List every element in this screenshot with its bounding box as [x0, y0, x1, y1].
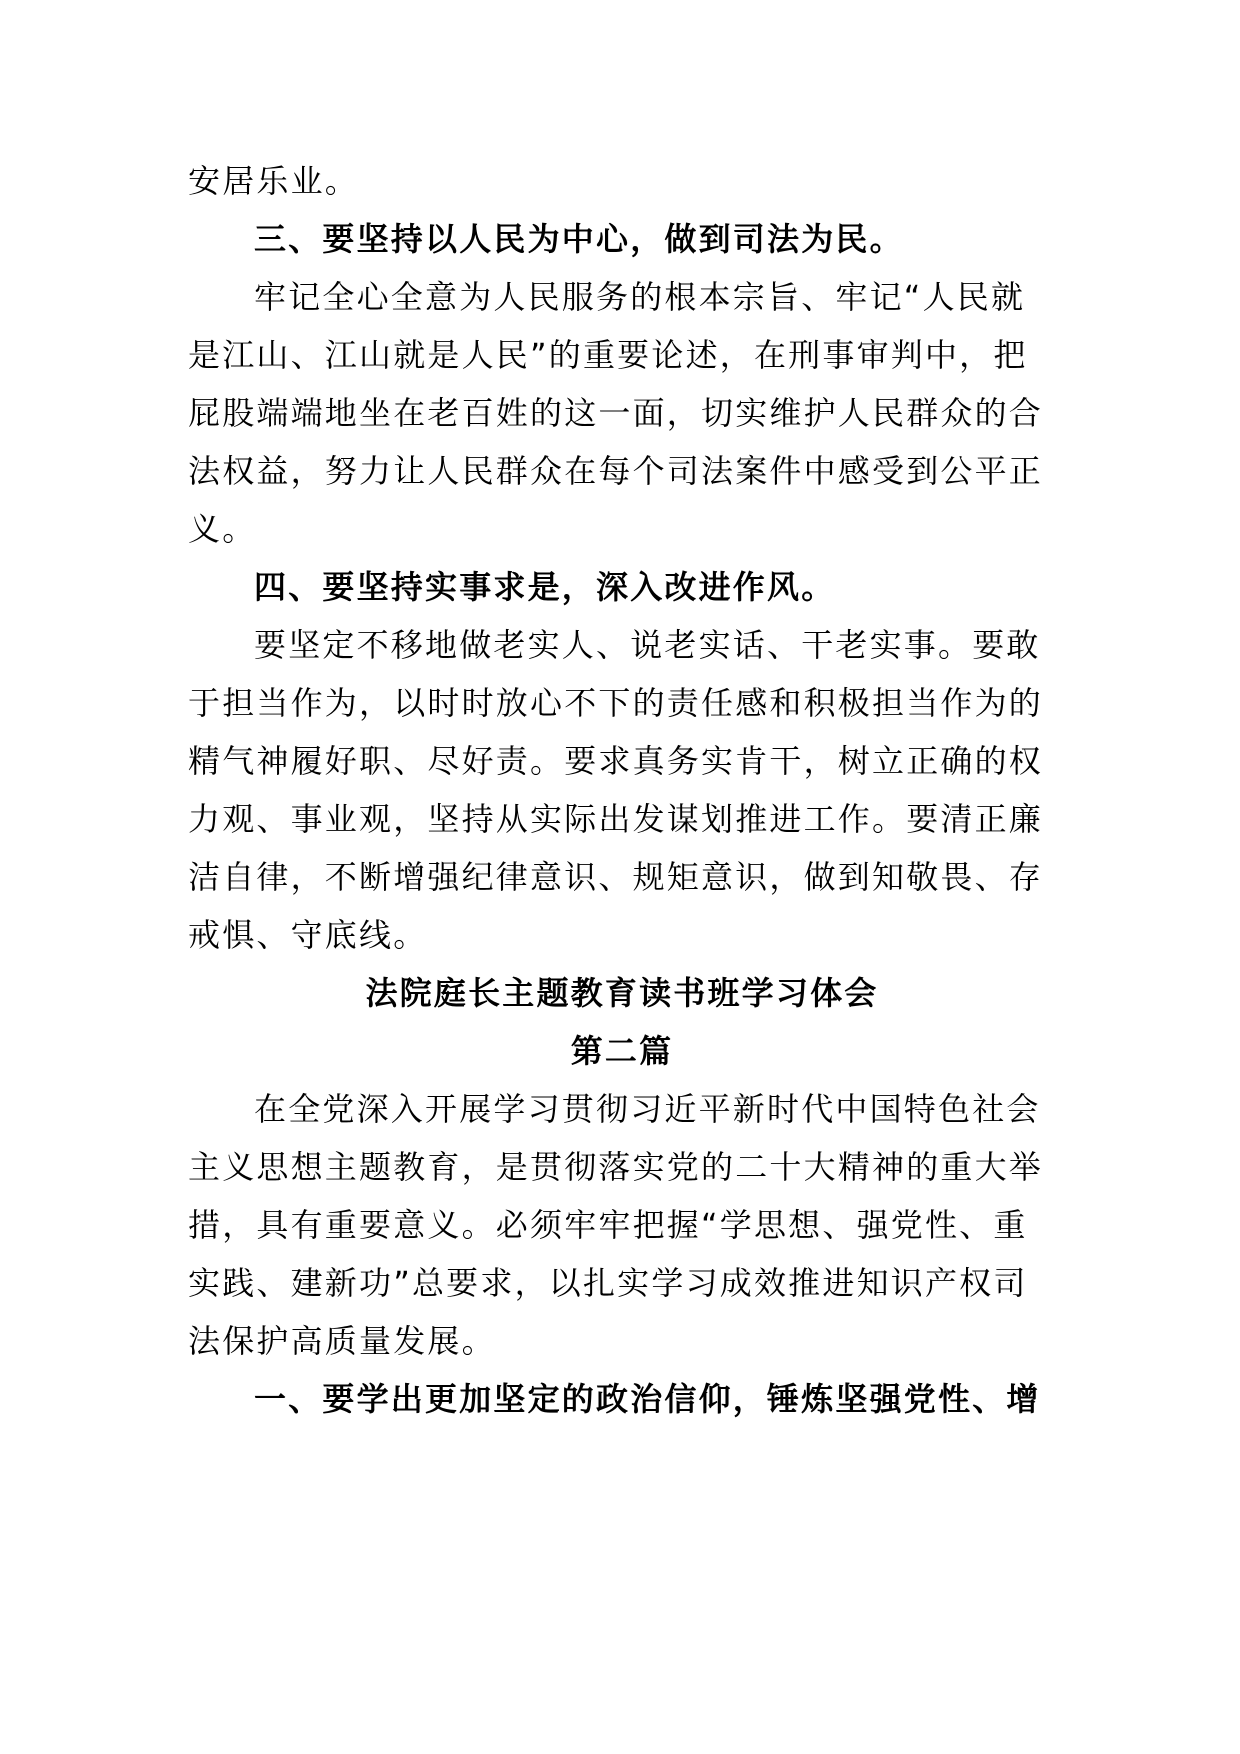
body-text-line: 于担当作为，以时时放心不下的责任感和积极担当作为的: [188, 684, 1044, 722]
body-text-line: 义。: [188, 510, 257, 548]
body-text-line: 是江山、江山就是人民”的重要论述，在刑事审判中，把: [188, 336, 1028, 374]
body-text-line: 实践、建新功”总要求，以扎实学习成效推进知识产权司: [188, 1264, 1028, 1302]
body-text-line: 措，具有重要意义。必须牢牢把握“学思想、强党性、重: [188, 1206, 1028, 1244]
body-text-line: 安居乐业。: [188, 162, 360, 200]
body-text-line: 牢记全心全意为人民服务的根本宗旨、牢记“人民就: [254, 278, 1026, 316]
body-text-line: 要坚定不移地做老实人、说老实话、干老实事。要敢: [254, 626, 1041, 664]
body-text-line: 主义思想主题教育，是贯彻落实党的二十大精神的重大举: [188, 1148, 1044, 1186]
body-text-line: 力观、事业观，坚持从实际出发谋划推进工作。要清正廉: [188, 800, 1044, 838]
body-text-line: 精气神履好职、尽好责。要求真务实肯干，树立正确的权: [188, 742, 1044, 780]
section-heading: 四、要坚持实事求是，深入改进作风。: [254, 568, 836, 606]
body-text-line: 屁股端端地坐在老百姓的这一面，切实维护人民群众的合: [188, 394, 1044, 432]
document-title: 法院庭长主题教育读书班学习体会: [365, 974, 879, 1012]
body-text-line: 法权益，努力让人民群众在每个司法案件中感受到公平正: [188, 452, 1044, 490]
body-text-line: 洁自律，不断增强纪律意识、规矩意识，做到知敬畏、存: [188, 858, 1044, 896]
body-text-line: 法保护高质量发展。: [188, 1322, 496, 1360]
body-text-line: 在全党深入开展学习贯彻习近平新时代中国特色社会: [254, 1090, 1041, 1128]
body-text-line: 戒惧、守底线。: [188, 916, 428, 954]
document-subtitle: 第二篇: [570, 1032, 674, 1070]
section-heading: 一、要学出更加坚定的政治信仰，锤炼坚强党性、增: [254, 1380, 1041, 1418]
section-heading: 三、要坚持以人民为中心，做到司法为民。: [254, 220, 904, 258]
